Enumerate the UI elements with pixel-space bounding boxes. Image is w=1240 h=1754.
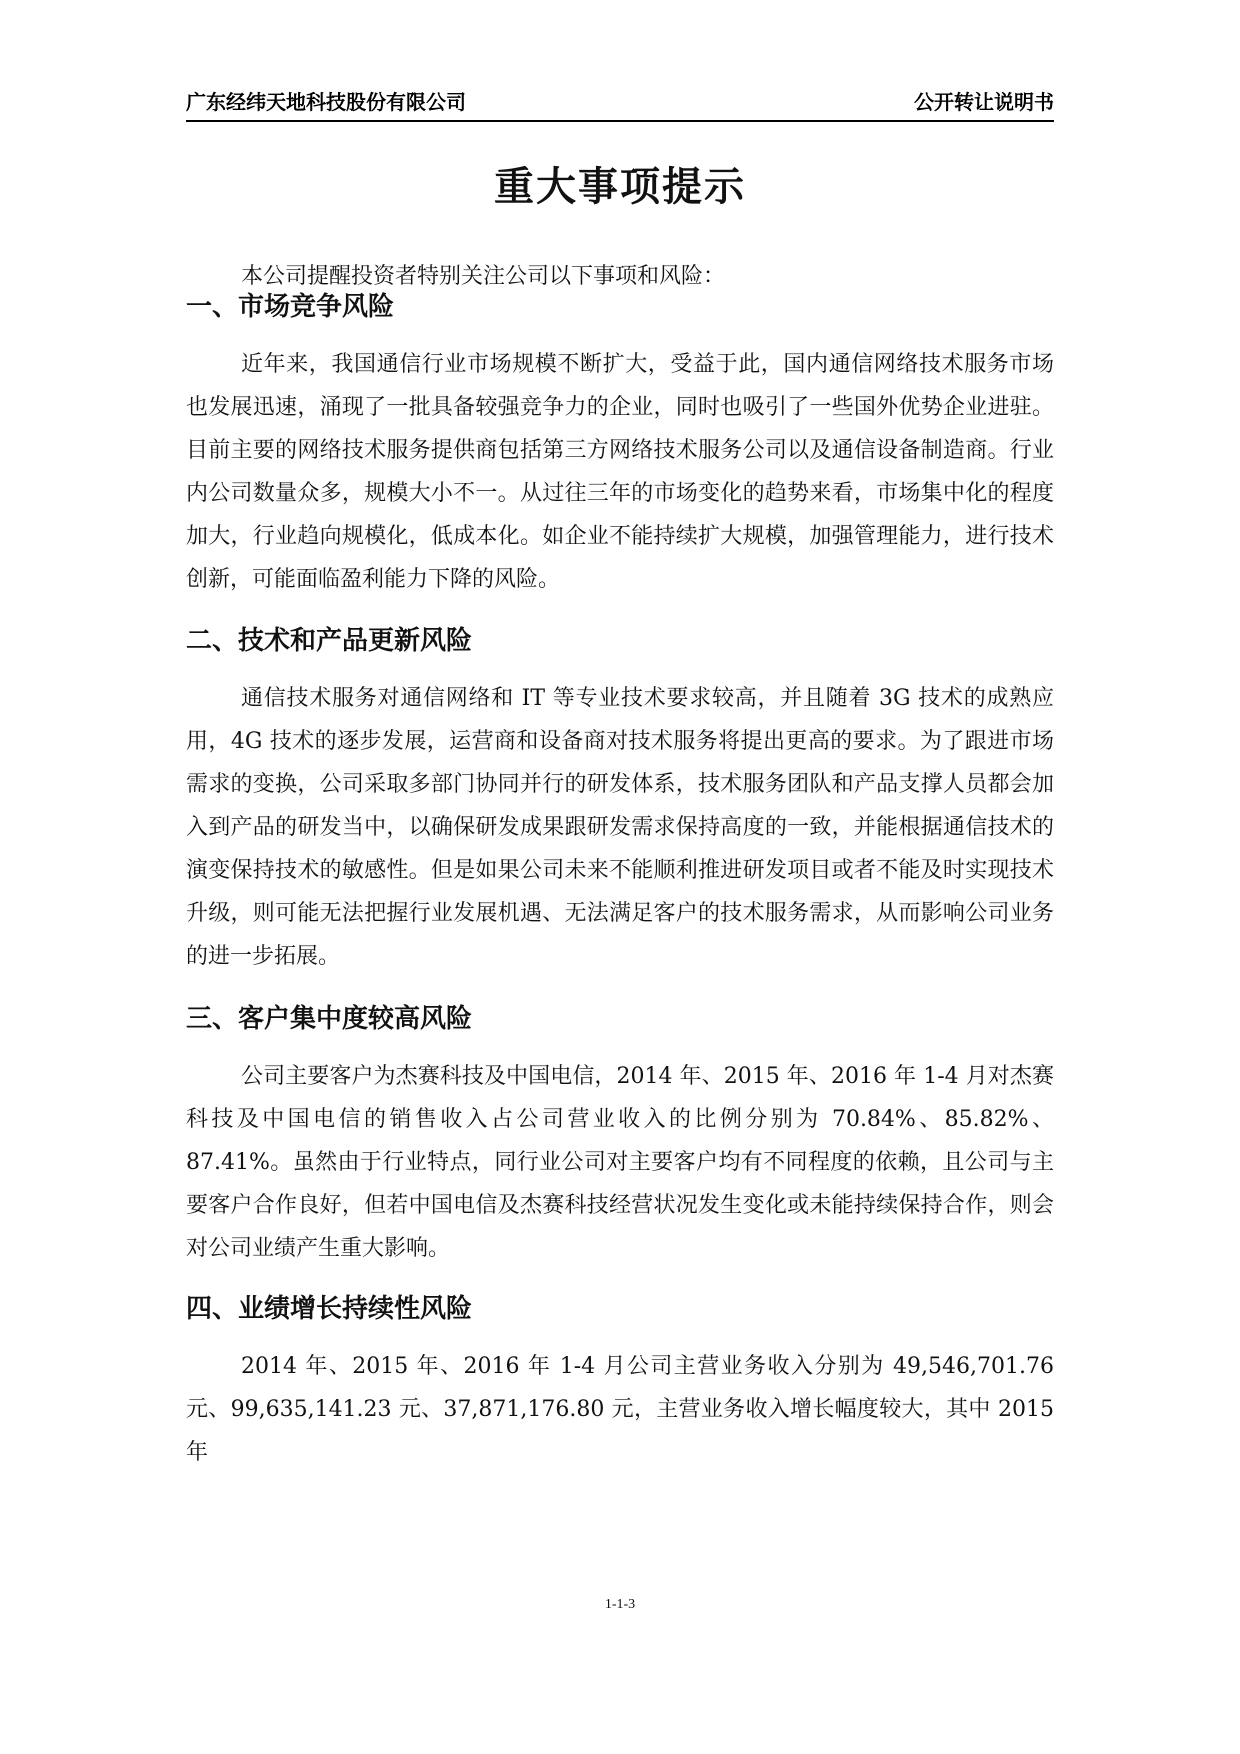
section-body-tech-update: 通信技术服务对通信网络和 IT 等专业技术要求较高，并且随着 3G 技术的成熟应用，4G 技术的逐步发展，运营商和设备商对技术服务将提出更高的要求。为了跟进市场需求的变换，公司采取多部门协同并行的研发体系，技术服务团队和产品支撑人员都会加入到产品的研发当中，以确保研发成果跟研发需求保持高度的一致，并能根据通信技术的演变保持技术的敏感性。但是如果公司未来不能顺利推进研发项目或者不能及时实现技术升级，则可能无法把握行业发展机遇、无法满足客户的技术服务需求，从而影响公司业务的进一步拓展。: [186, 686, 1054, 969]
section-body-market-competition: 近年来，我国通信行业市场规模不断扩大，受益于此，国内通信网络技术服务市场也发展迅速，涌现了一批具备较强竞争力的企业，同时也吸引了一些国外优势企业进驻。目前主要的网络技术服务提供商包括第三方网络技术服务公司以及通信设备制造商。行业内公司数量众多，规模大小不一。从过往三年的市场变化的趋势来看，市场集中化的程度加大，行业趋向规模化，低成本化。如企业不能持续扩大规模，加强管理能力，进行技术创新，可能面临盈利能力下降的风险。: [186, 352, 1054, 592]
section-heading-market-competition: 一、市场竞争风险: [186, 292, 395, 322]
page-title: 重大事项提示: [494, 164, 746, 210]
section-body-growth-sustainability: 2014 年、2015 年、2016 年 1-4 月公司主营业务收入分别为 49,546,701.76 元、99,635,141.23 元、37,871,176.80 元，主营业务收入增长幅度较大，其中 2015 年: [186, 1354, 1054, 1465]
header-company-name: 广东经纬天地科技股份有限公司: [186, 90, 466, 114]
page-header: [186, 86, 1054, 122]
intro-paragraph: 本公司提醒投资者特别关注公司以下事项和风险：: [241, 264, 726, 289]
page-number: 1-1-3: [604, 1597, 636, 1612]
section-heading-growth-sustainability: 四、业绩增长持续性风险: [186, 1294, 473, 1324]
section-body-customer-concentration: 公司主要客户为杰赛科技及中国电信，2014 年、2015 年、2016 年 1-4 月对杰赛科技及中国电信的销售收入占公司营业收入的比例分别为 70.84%、85.82%、87.41%。虽然由于行业特点，同行业公司对主要客户均有不同程度的依赖，且公司与主要客户合作良好，但若中国电信及杰赛科技经营状况发生变化或未能持续保持合作，则会对公司业绩产生重大影响。: [186, 1064, 1054, 1261]
section-heading-tech-update: 二、技术和产品更新风险: [186, 626, 473, 656]
section-heading-customer-concentration: 三、客户集中度较高风险: [186, 1004, 473, 1034]
header-document-type: 公开转让说明书: [914, 90, 1054, 114]
